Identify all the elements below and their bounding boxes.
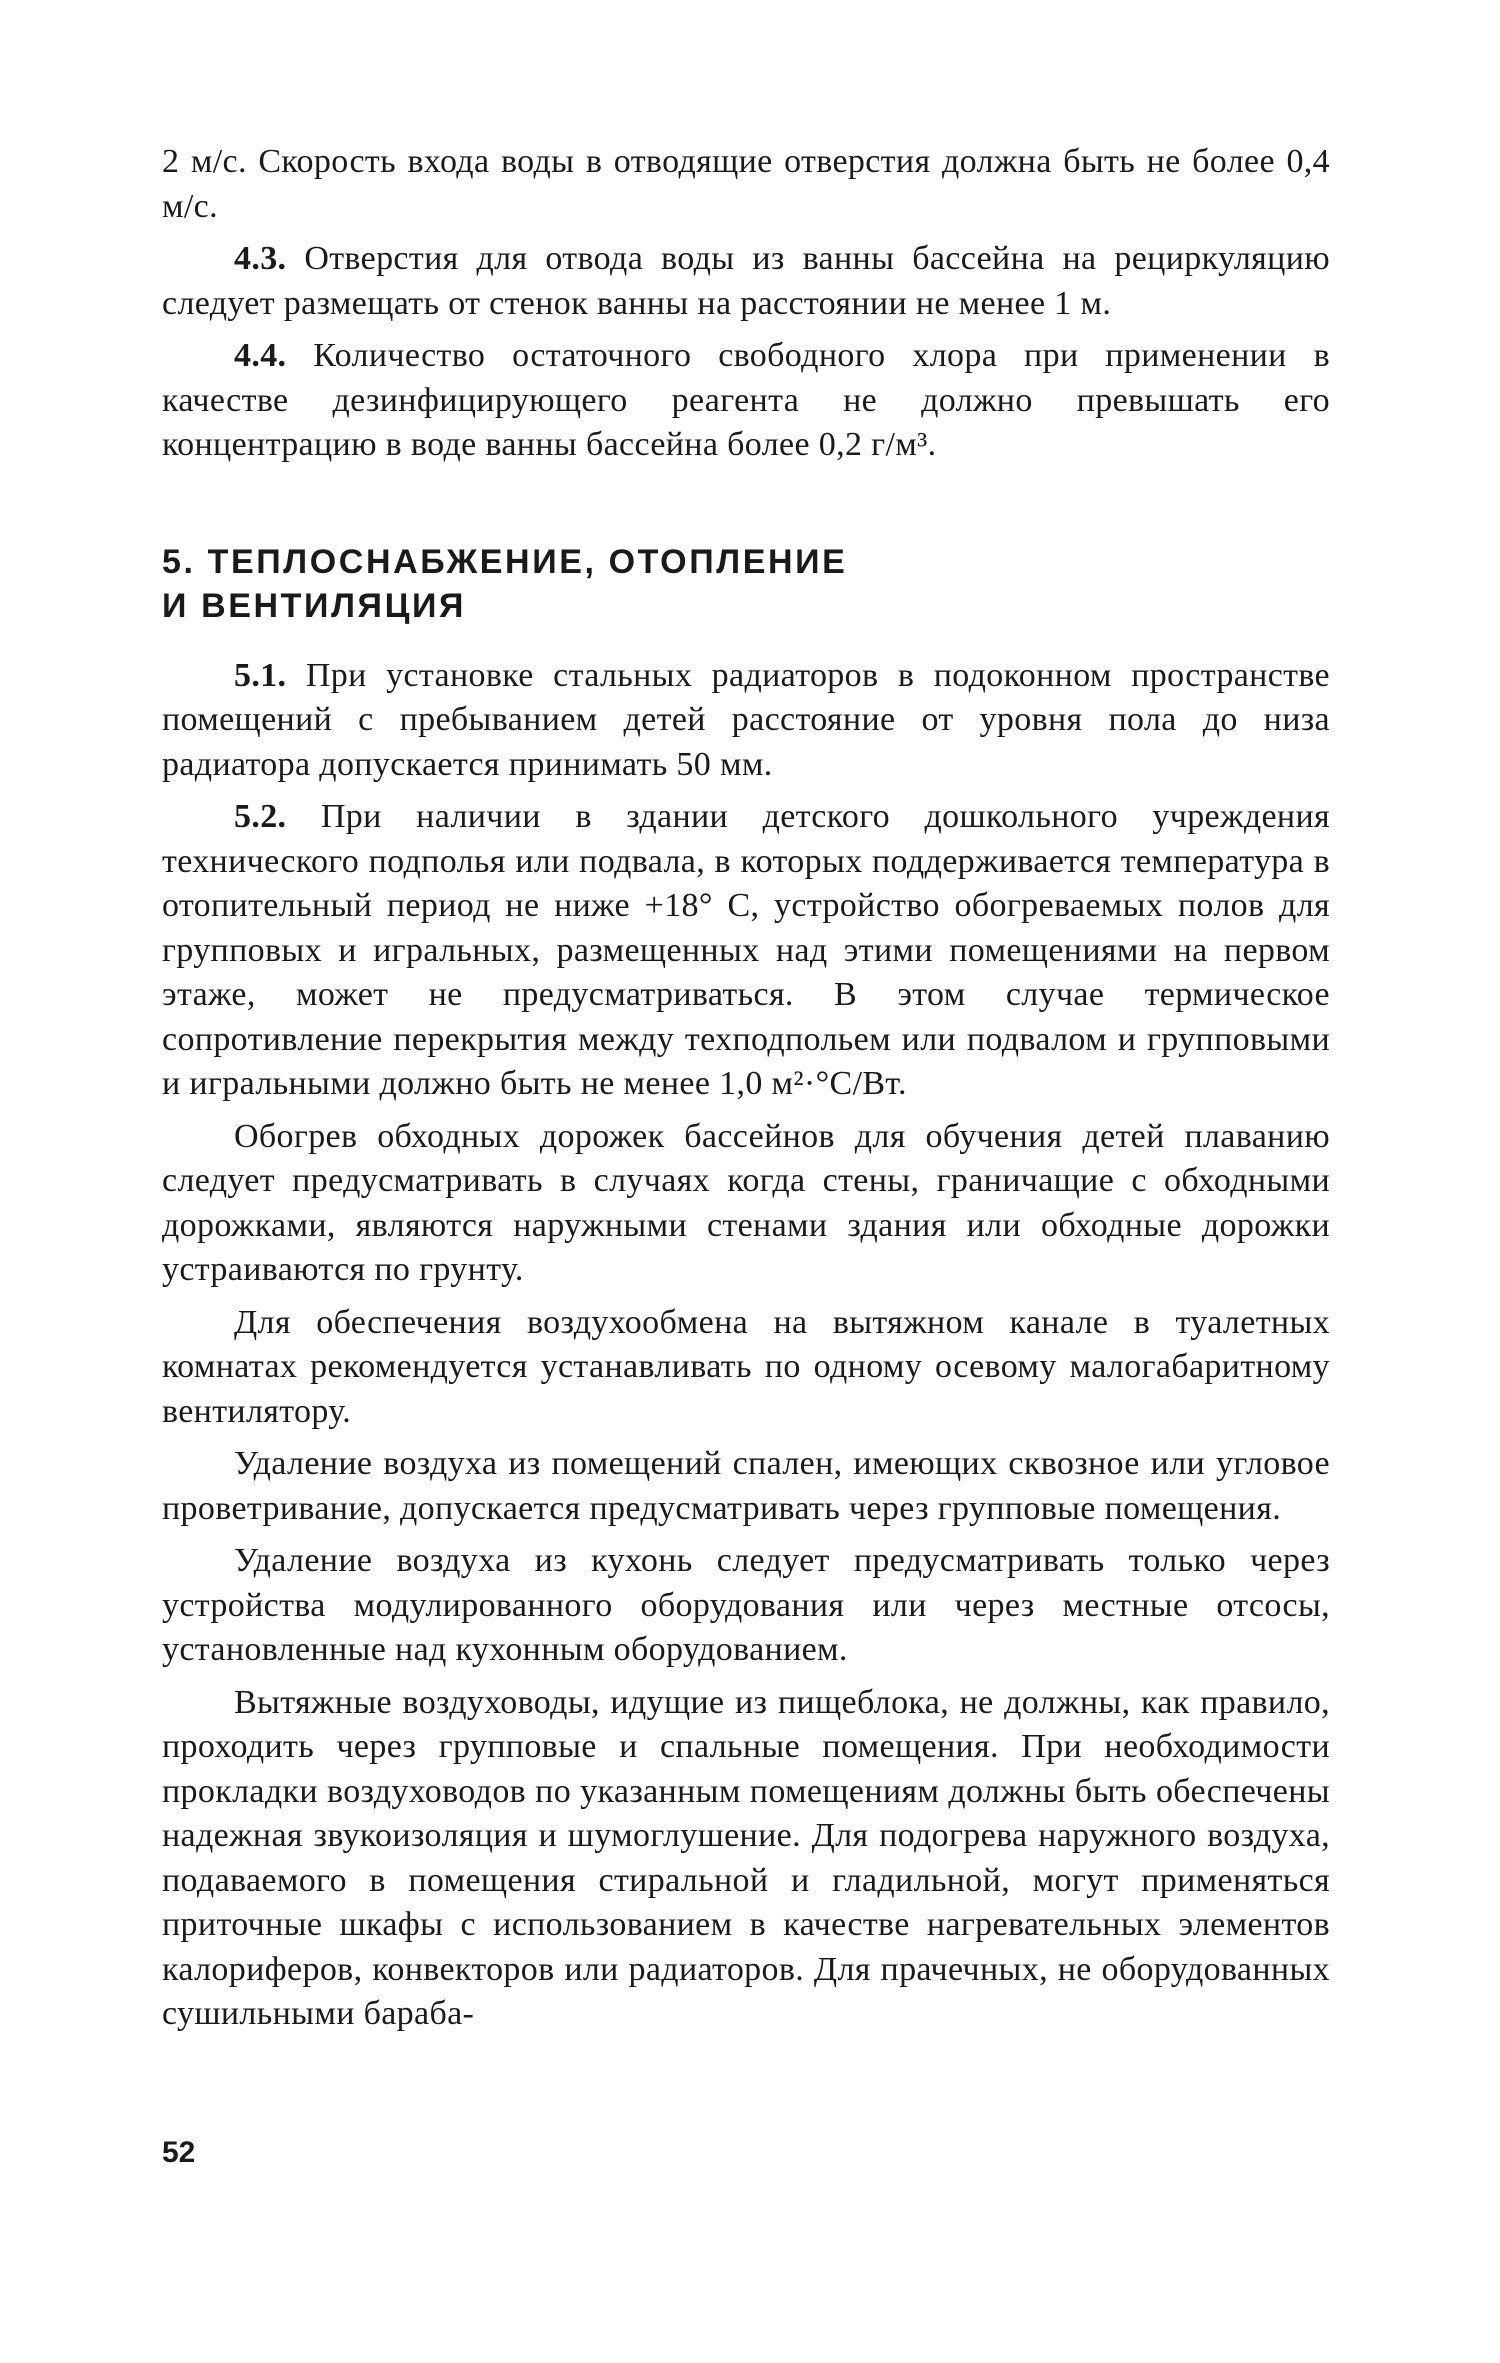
paragraph-text: Для обеспечения воздухообмена на вытяжном канале в туалетных комнатах рекомендуется устанавливать по одному осевому малогабаритному вентилятору. — [162, 1303, 1330, 1430]
text-column — [162, 140, 1330, 2037]
section-heading — [162, 540, 1330, 628]
paragraph-text: Количество остаточного свободного хлора при применении в качестве дезинфицирующего реагента не должно превышать его концентрацию в воде ванны бассейна более 0,2 г/м³. — [162, 337, 1330, 463]
paragraph-text: Удаление воздуха из кухонь следует предусматривать только через устройства модулированного оборудования или через местные отсосы, установленные над кухонным оборудованием. — [162, 1542, 1330, 1668]
section-heading-line-1: 5. ТЕПЛОСНАБЖЕНИЕ, ОТОПЛЕНИЕ — [162, 542, 848, 581]
paragraph-text: Обогрев обходных дорожек бассейнов для обучения детей плаванию следует предусматривать в случаях когда стены, граничащие с обходными дорожками, являются наружными стенами здания или обходные дорожки устраиваются по грунту. — [162, 1117, 1330, 1288]
paragraph-5-1 — [162, 654, 1330, 788]
paragraph-text: При установке стальных радиаторов в подоконном пространстве помещений с пребыванием детей расстояние от уровня пола до низа радиатора допускается принимать 50 мм. — [162, 656, 1330, 783]
paragraph-exhaust-ducts — [162, 1681, 1330, 2037]
paragraph-continuation — [162, 140, 1330, 229]
section-heading-line-2: И ВЕНТИЛЯЦИЯ — [162, 586, 467, 625]
clause-number: 5.1. — [234, 656, 287, 694]
paragraph-kitchen-air — [162, 1539, 1330, 1673]
paragraph-text: Вытяжные воздуховоды, идущие из пищеблока, не должны, как правило, проходить через групповые и спальные помещения. При необходимости прокладки воздуховодов по указанным помещениям должны быть обеспечены надежная звукоизоляция и шумоглушение. Для подогрева наружного воздуха, подаваемого в помещения стиральной и гладильной, могут применяться приточные шкафы с использованием в качестве нагревательных элементов калориферов, конвекторов или радиаторов. Для прачечных, не оборудованных сушильными бараба- — [162, 1683, 1330, 2032]
paragraph-4-3 — [162, 237, 1330, 326]
paragraph-bedroom-air — [162, 1442, 1330, 1531]
paragraph-pool-heating — [162, 1115, 1330, 1293]
paragraph-text: 2 м/с. Скорость входа воды в отводящие отверстия должна быть не более 0,4 м/с. — [162, 143, 1330, 225]
paragraph-toilet-ventilation — [162, 1301, 1330, 1435]
paragraph-4-4 — [162, 334, 1330, 468]
paragraph-text: Удаление воздуха из помещений спален, имеющих сквозное или угловое проветривание, допускается предусматривать через групповые помещения. — [162, 1445, 1330, 1527]
paragraph-text: Отверстия для отвода воды из ванны бассейна на рециркуляцию следует размещать от стенок ванны на расстоянии не менее 1 м. — [162, 240, 1330, 322]
clause-number: 4.4. — [234, 337, 287, 374]
paragraph-5-2 — [162, 795, 1330, 1107]
clause-number: 4.3. — [234, 240, 287, 277]
clause-number: 5.2. — [234, 798, 287, 835]
paragraph-text: При наличии в здании детского дошкольного учреждения технического подполья или подвала, в которых поддерживается температура в отопительный период не ниже +18° С, устройство обогреваемых полов для групповых и игральных, размещенных над этими помещениями на первом этаже, может не предусматриваться. В этом случае термическое сопротивление перекрытия между техподпольем или подвалом и групповыми и игральными должно быть не менее 1,0 м²·°С/Вт. — [162, 798, 1330, 1102]
page-number: 52 — [162, 2136, 196, 2169]
